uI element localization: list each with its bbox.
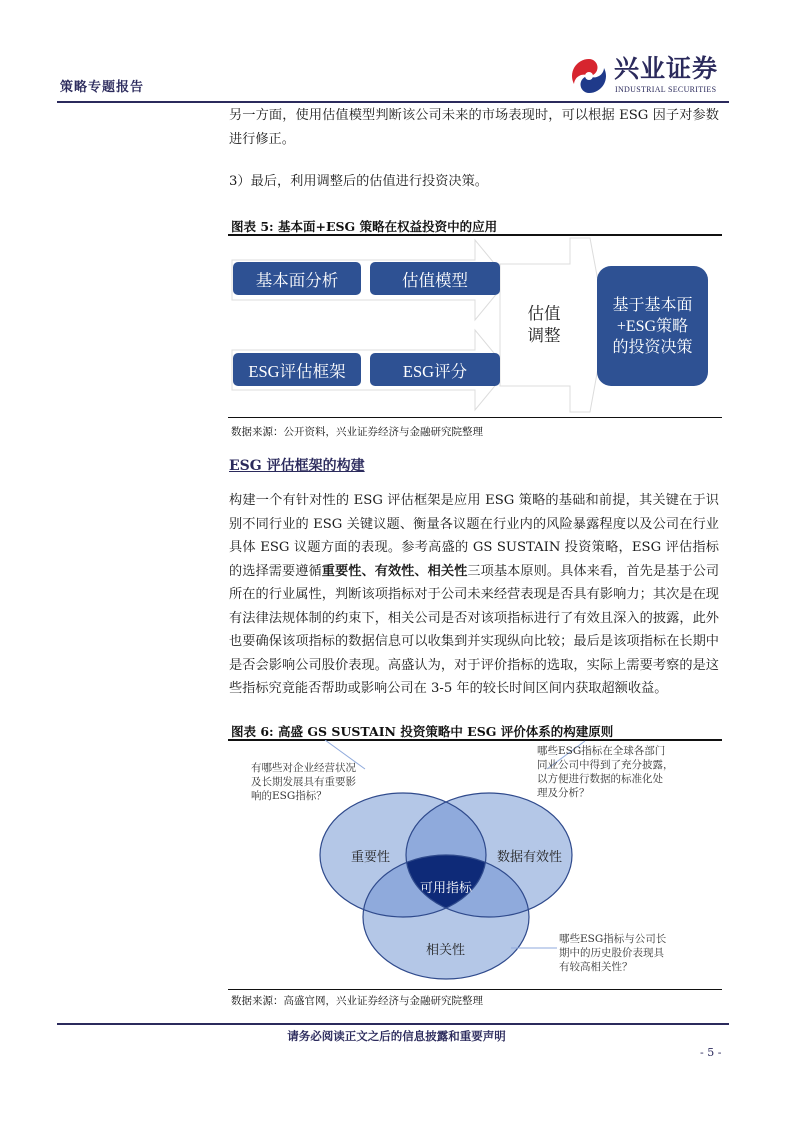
usable-indicators-label: 可用指标 [420, 881, 473, 896]
intro-paragraph-2: 3）最后，利用调整后的估值进行投资决策。 [229, 174, 488, 189]
validity-callout [537, 744, 674, 800]
callout-line: 及长期发展具有重要影 [251, 776, 356, 788]
final-line-1: 基于基本面 [612, 296, 693, 314]
adjust-line-2: 调整 [527, 326, 561, 345]
paragraph-bold-principles: 重要性、有效性、相关性 [321, 563, 468, 579]
figure6-title: 图表 6: 高盛 GS SUSTAIN 投资策略中 ESG 评价体系的构建原则 [231, 724, 614, 739]
paragraph-text-part2: 三项基本原则。具体来看，首先是基于公司所在的行业属性，判断该项指标对于公司未来经营表现是否具有影响力；其次是在现有法律法规体制的约束下，相关公司是否对该项指标进行了有效且深入的披露，此外也要确保该项指标的数据信息可以收集到并实现纵向比较；最后是该项指标在长期中是否会影响公司股价表现。高盛认为，对于评价指标的选取，实际上需要考察的是这些指标究竟能否帮助或影响公司在 3-5 年的较长时间区间内获取超额收益。 [229, 563, 720, 696]
final-line-2: +ESG策略 [616, 317, 689, 335]
callout-line: 有较高相关性？ [559, 961, 633, 973]
logo-english-name: INDUSTRIAL SECURITIES [615, 85, 717, 94]
importance-callout [251, 761, 356, 803]
disclaimer-notice: 请务必阅读正文之后的信息披露和重要声明 [287, 1029, 506, 1043]
figure5-diagram [228, 236, 722, 416]
figure6-bottom-rule [228, 989, 722, 990]
section-paragraph [229, 489, 719, 701]
callout-line: 期中的历史股价表现具 [559, 947, 664, 959]
page-number: - 5 - [700, 1046, 722, 1059]
header-divider [57, 101, 729, 103]
report-type-label: 策略专题报告 [60, 80, 145, 95]
final-decision-box [597, 266, 708, 386]
fundamental-analysis-box: 基本面分析 [233, 262, 361, 295]
footer-divider [57, 1023, 729, 1025]
company-logo [570, 54, 735, 98]
esg-framework-box: ESG评估框架 [233, 353, 361, 386]
paragraph-text-part1: 构建一个有针对性的 ESG 评估框架是应用 ESG 策略的基础和前提，其关键在于识别不同行业的 ESG 关键议题、衡量各议题在行业内的风险暴露程度以及公司在行业具体 ESG 议题方面的表现。参考高盛的 GS SUSTAIN 投资策略，ESG 评估指标的选择需要遵循 [229, 493, 719, 579]
importance-label: 重要性 [351, 850, 391, 865]
figure5-title: 图表 5: 基本面+ESG 策略在权益投资中的应用 [231, 219, 498, 234]
callout-line: 响的ESG指标？ [251, 790, 327, 802]
valuation-adjustment-label [514, 303, 574, 347]
callout-line: 有哪些对企业经营状况 [251, 762, 356, 774]
callout-line: 同业公司中得到了充分披露， [537, 759, 674, 771]
relevance-label: 相关性 [426, 943, 466, 958]
figure6-source: 数据来源：高盛官网，兴业证券经济与金融研究院整理 [231, 995, 483, 1007]
final-line-3: 的投资决策 [612, 338, 693, 356]
figure5-bottom-rule [228, 417, 722, 418]
callout-line: 理及分析？ [537, 787, 590, 799]
callout-line: 以方便进行数据的标准化处 [537, 773, 663, 785]
valuation-model-box: 估值模型 [370, 262, 500, 295]
figure5-source: 数据来源：公开资料，兴业证券经济与金融研究院整理 [231, 426, 483, 438]
logo-chinese-name: 兴业证券 [614, 54, 719, 83]
logo-swirl-icon [570, 57, 608, 95]
adjust-line-1: 估值 [527, 304, 561, 323]
intro-paragraph-1: 另一方面，使用估值模型判断该公司未来的市场表现时，可以根据 ESG 因子对参数进行修正。 [229, 108, 719, 147]
esg-score-box: ESG评分 [370, 353, 500, 386]
callout-line: 哪些ESG指标在全球各部门 [537, 745, 666, 757]
relevance-callout [559, 932, 666, 974]
data-validity-label: 数据有效性 [497, 850, 563, 865]
callout-line: 哪些ESG指标与公司长 [559, 933, 667, 945]
section-heading: ESG 评估框架的构建 [229, 458, 365, 474]
